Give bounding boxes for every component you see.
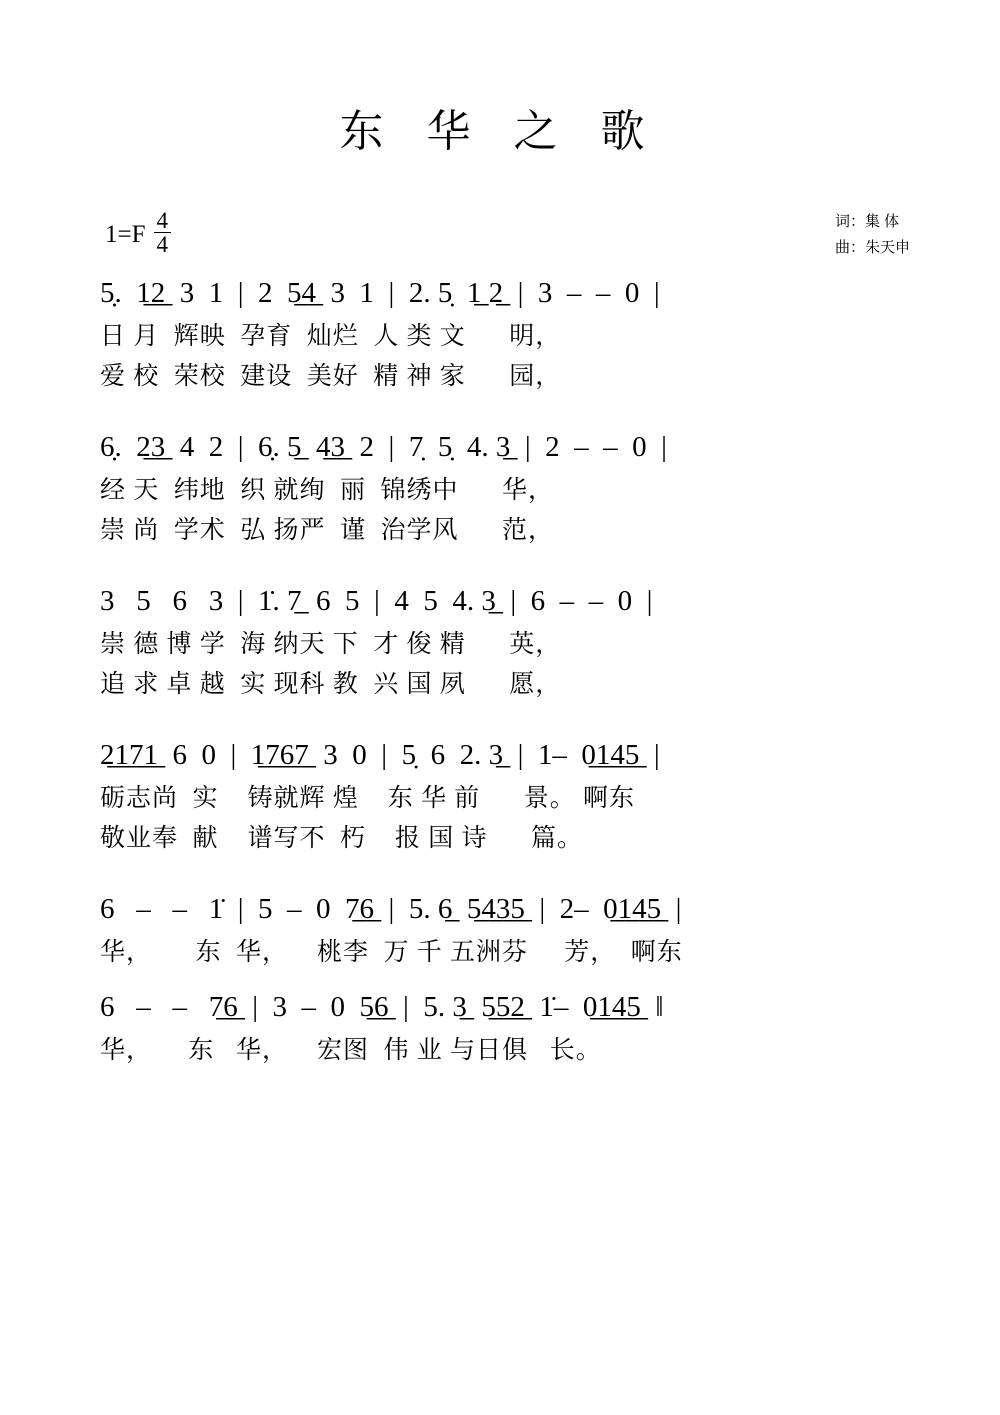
system-6 (0, 983, 1000, 1071)
lyric-line: 崇 德 博 学 海 纳天 下 才 俊 精 英， (100, 631, 562, 658)
lyric-line: 经 天 纬地 织 就绚 丽 锦绣中 华， (100, 477, 555, 504)
time-signature (154, 209, 172, 256)
notation-line: 2̲1̲7̲1̲ 6 0 | 1̲7̲6̲7̲ 3 0 | 5̣ 6 2. 3̲ | 1– 0̲1̲4̲5̲ | (100, 739, 660, 771)
lyric-line: 敬业奉 献 谱写不 朽 报 国 诗 篇。 (100, 825, 584, 852)
system-spacer (0, 859, 1000, 885)
credits-block (835, 209, 910, 262)
key-and-time-signature (105, 208, 171, 258)
notation-line: 6̣. 2̲3̲ 4 2 | 6̣. 5̲ 4̲3̲ 2 | 7̣ 5̣ 4. 3̲ | 2 – – 0 | (100, 431, 667, 463)
notation-line: 3 5 6 3 | 1̇. 7̲ 6 5 | 4 5 4. 3̲ | 6 – – 0 | (100, 585, 653, 617)
key-signature: 1=F (105, 220, 146, 248)
system-3 (0, 577, 1000, 705)
time-signature-numerator: 4 (154, 209, 172, 233)
composer-credit: 曲：朱天申 (834, 239, 910, 257)
lyric-line: 追 求 卓 越 实 现科 教 兴 国 夙 愿， (100, 671, 562, 698)
lyric-line: 崇 尚 学术 弘 扬严 谨 治学风 范， (100, 517, 555, 544)
notation-line: 6 – – 1̇ | 5 – 0 7̲6̲ | 5. 6̲ 5̲4̲3̲5̲ | 2– 0̲1̲4̲5̲ | (100, 893, 682, 925)
lyric-line: 爱 校 荣校 建设 美好 精 神 家 园， (100, 363, 562, 390)
lyric-line: 华， 东 华， 宏图 伟 业 与日俱 长。 (100, 1037, 602, 1064)
score-header (0, 199, 1000, 269)
lyricist-credit: 词：集 体 (834, 213, 900, 230)
system-5 (0, 885, 1000, 973)
time-signature-denominator: 4 (156, 232, 169, 257)
lyric-line: 日 月 辉映 孕育 灿烂 人 类 文 明， (100, 323, 562, 350)
system-spacer (0, 705, 1000, 731)
system-spacer (0, 973, 1000, 983)
system-4 (0, 731, 1000, 859)
page-title: 东 华 之 歌 (339, 107, 661, 156)
system-spacer (0, 551, 1000, 577)
system-1 (0, 269, 1000, 397)
system-spacer (0, 397, 1000, 423)
lyric-line: 华， 东 华， 桃李 万 千 五洲芬 芳， 啊东 (100, 939, 683, 966)
lyric-line: 砺志尚 实 铸就辉 煌 东 华 前 景。 啊东 (100, 785, 636, 812)
notation-line: 5̣. 1̲2̲ 3 1 | 2 5̲4̲ 3 1 | 2. 5̣ 1̲ 2̲ | 3 – – 0 | (100, 277, 660, 309)
system-2 (0, 423, 1000, 551)
notation-line: 6 – – 7̲6̲ | 3 – 0 5̲6̲ | 5. 3̲ 5̲5̲2̲ 1̇– 0̲1̲4̲5̲ ‖ (100, 991, 664, 1023)
